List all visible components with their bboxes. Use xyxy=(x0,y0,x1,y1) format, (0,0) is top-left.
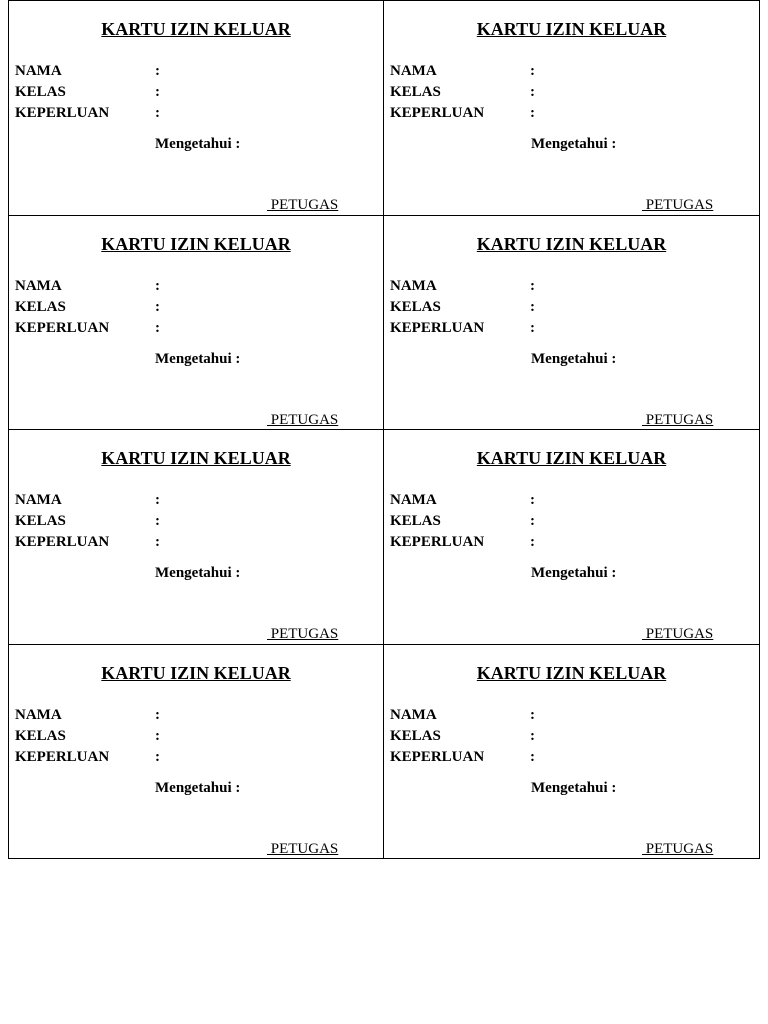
nama-colon: : xyxy=(530,63,535,79)
officer-signature-label: PETUGAS xyxy=(267,841,339,857)
keperluan-label: KEPERLUAN xyxy=(390,320,485,336)
kelas-field xyxy=(15,726,160,747)
card-title: KARTU IZIN KELUAR xyxy=(101,19,291,39)
keperluan-label: KEPERLUAN xyxy=(15,534,110,550)
nama-colon: : xyxy=(530,707,535,723)
keperluan-label: KEPERLUAN xyxy=(390,749,485,765)
nama-field xyxy=(15,61,160,82)
kelas-field xyxy=(390,82,535,103)
card-title: KARTU IZIN KELUAR xyxy=(101,448,291,468)
keperluan-field xyxy=(15,103,160,124)
nama-label: NAMA xyxy=(390,707,437,723)
kelas-colon: : xyxy=(155,299,160,315)
nama-field xyxy=(390,276,535,297)
nama-field xyxy=(390,490,535,511)
nama-field xyxy=(15,276,160,297)
permit-card xyxy=(384,430,760,645)
acknowledged-label: Mengetahui : xyxy=(155,565,241,581)
officer-signature-label: PETUGAS xyxy=(267,197,339,213)
card-title: KARTU IZIN KELUAR xyxy=(476,448,667,468)
officer-signature-label: PETUGAS xyxy=(642,626,714,642)
keperluan-colon: : xyxy=(530,534,535,550)
nama-colon: : xyxy=(155,707,160,723)
officer-signature-label: PETUGAS xyxy=(642,412,714,428)
nama-label: NAMA xyxy=(390,492,437,508)
kelas-field xyxy=(15,82,160,103)
keperluan-field xyxy=(15,532,160,553)
keperluan-field xyxy=(390,318,535,339)
permit-card xyxy=(9,216,384,430)
permit-card-grid xyxy=(8,0,760,859)
acknowledged-label: Mengetahui : xyxy=(531,780,617,796)
keperluan-field xyxy=(15,318,160,339)
officer-signature-label: PETUGAS xyxy=(267,412,339,428)
keperluan-colon: : xyxy=(530,105,535,121)
keperluan-field xyxy=(15,747,160,768)
kelas-field xyxy=(390,511,535,532)
kelas-field xyxy=(390,726,535,747)
kelas-colon: : xyxy=(155,513,160,529)
permit-card xyxy=(9,1,384,216)
keperluan-colon: : xyxy=(155,105,160,121)
keperluan-colon: : xyxy=(155,320,160,336)
nama-label: NAMA xyxy=(390,63,437,79)
permit-card xyxy=(9,430,384,645)
card-title: KARTU IZIN KELUAR xyxy=(476,234,667,254)
kelas-label: KELAS xyxy=(390,299,441,315)
kelas-colon: : xyxy=(530,513,535,529)
nama-field xyxy=(390,705,535,726)
keperluan-label: KEPERLUAN xyxy=(15,320,110,336)
kelas-colon: : xyxy=(530,728,535,744)
keperluan-colon: : xyxy=(530,749,535,765)
keperluan-field xyxy=(390,103,535,124)
nama-colon: : xyxy=(155,278,160,294)
kelas-field xyxy=(15,511,160,532)
acknowledged-label: Mengetahui : xyxy=(155,136,241,152)
kelas-colon: : xyxy=(530,84,535,100)
acknowledged-label: Mengetahui : xyxy=(531,565,617,581)
permit-card xyxy=(384,645,760,859)
nama-colon: : xyxy=(530,278,535,294)
acknowledged-label: Mengetahui : xyxy=(155,780,241,796)
permit-card xyxy=(384,1,760,216)
acknowledged-label: Mengetahui : xyxy=(155,351,241,367)
keperluan-field xyxy=(390,532,535,553)
nama-colon: : xyxy=(530,492,535,508)
kelas-label: KELAS xyxy=(390,728,441,744)
keperluan-field xyxy=(390,747,535,768)
permit-card xyxy=(9,645,384,859)
kelas-label: KELAS xyxy=(390,84,441,100)
keperluan-colon: : xyxy=(530,320,535,336)
nama-field xyxy=(390,61,535,82)
acknowledged-label: Mengetahui : xyxy=(531,136,617,152)
nama-field xyxy=(15,490,160,511)
keperluan-label: KEPERLUAN xyxy=(390,105,485,121)
card-title: KARTU IZIN KELUAR xyxy=(101,663,291,683)
nama-field xyxy=(15,705,160,726)
keperluan-colon: : xyxy=(155,534,160,550)
permit-card xyxy=(384,216,760,430)
nama-label: NAMA xyxy=(15,278,62,294)
kelas-field xyxy=(390,297,535,318)
kelas-colon: : xyxy=(155,84,160,100)
nama-label: NAMA xyxy=(15,707,62,723)
keperluan-label: KEPERLUAN xyxy=(390,534,485,550)
kelas-label: KELAS xyxy=(15,84,66,100)
card-title: KARTU IZIN KELUAR xyxy=(101,234,291,254)
officer-signature-label: PETUGAS xyxy=(642,841,714,857)
keperluan-label: KEPERLUAN xyxy=(15,749,110,765)
nama-colon: : xyxy=(155,63,160,79)
kelas-field xyxy=(15,297,160,318)
officer-signature-label: PETUGAS xyxy=(642,197,714,213)
keperluan-colon: : xyxy=(155,749,160,765)
nama-colon: : xyxy=(155,492,160,508)
kelas-label: KELAS xyxy=(15,299,66,315)
acknowledged-label: Mengetahui : xyxy=(531,351,617,367)
kelas-label: KELAS xyxy=(390,513,441,529)
nama-label: NAMA xyxy=(390,278,437,294)
nama-label: NAMA xyxy=(15,492,62,508)
kelas-label: KELAS xyxy=(15,728,66,744)
card-title: KARTU IZIN KELUAR xyxy=(476,19,667,39)
keperluan-label: KEPERLUAN xyxy=(15,105,110,121)
kelas-colon: : xyxy=(155,728,160,744)
card-title: KARTU IZIN KELUAR xyxy=(476,663,667,683)
kelas-label: KELAS xyxy=(15,513,66,529)
nama-label: NAMA xyxy=(15,63,62,79)
kelas-colon: : xyxy=(530,299,535,315)
officer-signature-label: PETUGAS xyxy=(267,626,339,642)
